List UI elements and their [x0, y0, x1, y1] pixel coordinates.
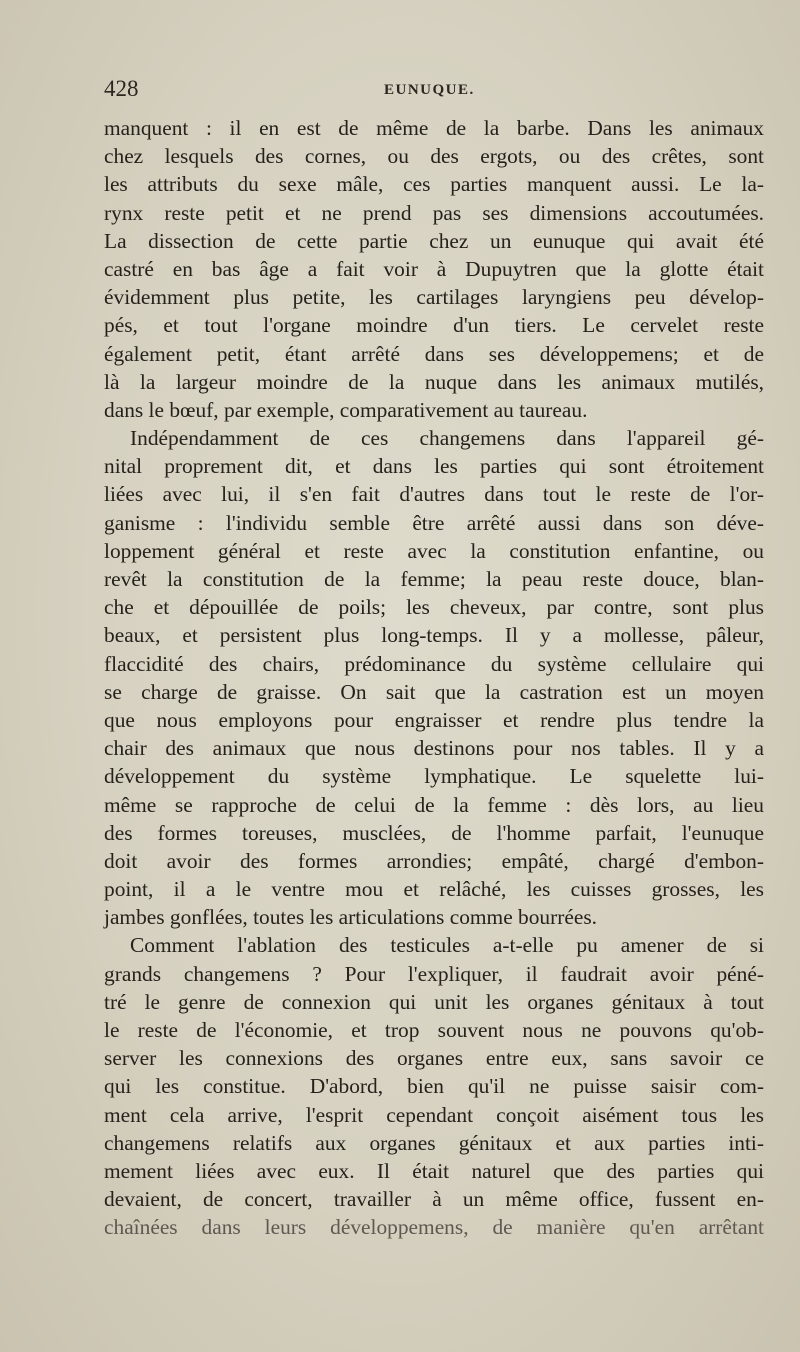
text-line: grands changemens ? Pour l'expliquer, il faudrait avoir péné-: [104, 961, 764, 986]
text-line: le reste de l'économie, et trop souvent nous ne pouvons qu'ob-: [104, 1018, 764, 1042]
text-line: jambes gonflées, toutes les articulations comme bourrées.: [104, 905, 598, 930]
text-line: là la largeur moindre de la nuque dans les animaux mutilés,: [104, 369, 764, 394]
text-line: chez lesquels des cornes, ou des ergots, ou des crêtes, sont: [104, 144, 764, 169]
text-line: mement liées avec eux. Il était naturel que des parties qui: [104, 1158, 764, 1183]
text-line: revêt la constitution de la femme; la peau reste douce, blan-: [104, 567, 764, 591]
text-line: manquent : il en est de même de la barbe. Dans les animaux: [104, 116, 764, 140]
text-line: également petit, étant arrêté dans ses développemens; et de: [104, 341, 764, 366]
text-line: beaux, et persistent plus long-temps. Il y a mollesse, pâleur,: [104, 623, 764, 648]
text-line: point, il a le ventre mou et relâché, les cuisses grosses, les: [104, 877, 764, 902]
text-line: qui les constitue. D'abord, bien qu'il ne puisse saisir com-: [104, 1074, 764, 1099]
text-line: devaient, de concert, travailler à un même office, fussent en-: [104, 1187, 764, 1212]
text-line: développement du système lymphatique. Le squelette lui-: [104, 764, 764, 789]
text-line: nital proprement dit, et dans les parties qui sont étroitement: [104, 454, 764, 479]
text-line: des formes toreuses, musclées, de l'homme parfait, l'eunuque: [104, 820, 764, 845]
running-title: EUNUQUE.: [384, 82, 475, 98]
text-line: chaînées dans leurs développemens, de manière qu'en arrêtant: [104, 1215, 764, 1240]
text-line: pés, et tout l'organe moindre d'un tiers. Le cervelet reste: [104, 313, 764, 338]
text-line: dans le bœuf, par exemple, comparativement au taureau.: [104, 397, 588, 422]
text-line: les attributs du sexe mâle, ces parties manquent aussi. Le la-: [104, 172, 764, 197]
text-line: loppement général et reste avec la constitution enfantine, ou: [104, 538, 764, 563]
text-line: ganisme : l'individu semble être arrêté aussi dans son déve-: [104, 510, 764, 535]
text-line: changemens relatifs aux organes génitaux et aux parties inti-: [104, 1130, 764, 1155]
text-line: doit avoir des formes arrondies; empâté, chargé d'embon-: [104, 848, 764, 873]
text-line: server les connexions des organes entre eux, sans savoir ce: [104, 1046, 764, 1071]
text-line: tré le genre de connexion qui unit les organes génitaux à tout: [104, 989, 764, 1014]
paragraph-start-line: Indépendamment de ces changemens dans l'appareil gé-: [130, 426, 764, 451]
text-line: rynx reste petit et ne prend pas ses dimensions accoutumées.: [104, 200, 764, 225]
page-number: 428: [104, 76, 139, 101]
text-line: que nous employons pour engraisser et rendre plus tendre la: [104, 707, 764, 732]
text-line: évidemment plus petite, les cartilages laryngiens peu dévelop-: [104, 285, 764, 310]
text-line: liées avec lui, il s'en fait d'autres dans tout le reste de l'or-: [104, 482, 764, 507]
body-text: [104, 114, 764, 1242]
text-line: chair des animaux que nous destinons pour nos tables. Il y a: [104, 736, 764, 761]
text-line: flaccidité des chairs, prédominance du système cellulaire qui: [104, 651, 764, 676]
running-head: [104, 76, 764, 106]
text-line: che et dépouillée de poils; les cheveux, par contre, sont plus: [104, 595, 764, 620]
text-line: ment cela arrive, l'esprit cependant conçoit aisément tous les: [104, 1102, 764, 1127]
text-line: castré en bas âge a fait voir à Dupuytren que la glotte était: [104, 256, 764, 281]
text-line: se charge de graisse. On sait que la castration est un moyen: [104, 679, 764, 704]
text-line: La dissection de cette partie chez un eunuque qui avait été: [104, 228, 764, 253]
paragraph-start-line: Comment l'ablation des testicules a-t-elle pu amener de si: [130, 933, 764, 958]
text-line: même se rapproche de celui de la femme : dès lors, au lieu: [104, 792, 764, 817]
